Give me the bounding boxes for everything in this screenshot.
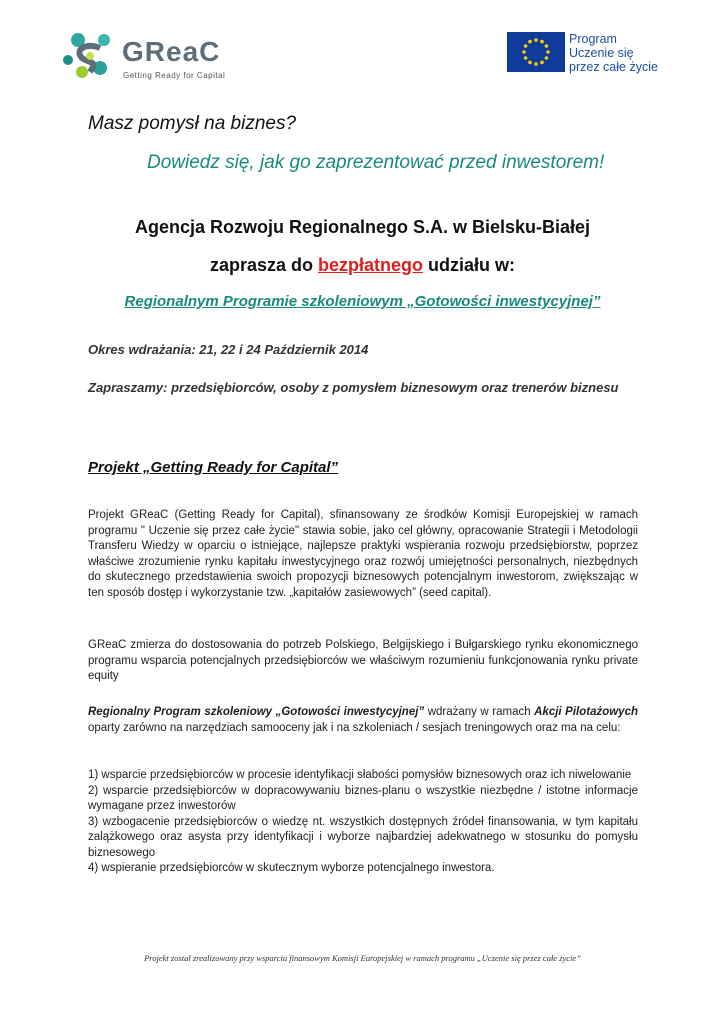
program-name-bold: Regionalny Program szkoleniowy „Gotowości inwestycyjnej” bbox=[88, 706, 425, 718]
eu-star-icon bbox=[534, 38, 538, 42]
project-goal: GReaC zmierza do dostosowania do potrzeb Polskiego, Belgijskiego i Bułgarskiego rynku ekonomicznego programu wsparcia potencjalnych przedsiębiorców we właściwym rozumieniu funkcjonowania rynku private equity bbox=[88, 639, 638, 682]
headline-subtitle: Dowiedz się, jak go zaprezentować przed inwestorem! bbox=[147, 152, 605, 173]
eu-star-icon bbox=[546, 50, 550, 54]
invite-before: zaprasza do bbox=[209, 255, 319, 275]
program-title: Regionalnym Programie szkoleniowym „Gotowości inwestycyjnej” bbox=[124, 293, 601, 310]
headline-question: Masz pomysł na biznes? bbox=[88, 113, 297, 134]
section-title: Projekt „Getting Ready for Capital” bbox=[88, 459, 339, 476]
agency-name: Agencja Rozwoju Regionalnego S.A. w Bielsku-Białej bbox=[134, 217, 591, 237]
invite-after: udziału w: bbox=[423, 255, 516, 275]
invitation-line bbox=[0, 255, 725, 276]
eu-star-icon bbox=[540, 40, 544, 44]
implementation-dates: Okres wdrażania: 21, 22 i 24 Październik 2014 bbox=[88, 342, 369, 357]
target-audience: Zapraszamy: przedsiębiorców, osoby z pomysłem biznesowym oraz trenerów biznesu bbox=[88, 380, 619, 395]
eu-program-text bbox=[569, 32, 658, 74]
list-item: 4) wspieranie przedsiębiorców w skutecznym wyborze potencjalnego inwestora. bbox=[88, 862, 495, 874]
greac-logo bbox=[60, 26, 230, 88]
project-description: Projekt GReaC (Getting Ready for Capital), sfinansowany ze środków Komisji Europejskiej w ramach programu " Uczenie się przez całe życie" stawia sobie, jako cel główny, opracowanie Strategii i Metodologii Transferu Wiedzy w oparciu o istniejące, najlepsze praktyki wspierania rozwoju przedsiębiorstw, poprzez właściwe zrozumienie rynku kapitału inwestycyjnego oraz rozwój umiejętności personalnych, niezbędnych do skutecznego przedstawienia swoich propozycji biznesowych potencjalnym inwestorom, zwiększając w ten sposób dostęp i wykorzystanie tzw. „kapitałów zasiewowych” (seed capital). bbox=[88, 509, 638, 599]
eu-star-icon bbox=[545, 44, 549, 48]
eu-star-icon bbox=[522, 50, 526, 54]
eu-star-icon bbox=[524, 44, 528, 48]
greac-emblem-icon bbox=[60, 26, 120, 86]
eu-star-icon bbox=[540, 61, 544, 65]
eu-star-icon bbox=[528, 61, 532, 65]
eu-star-icon bbox=[545, 56, 549, 60]
list-item: 1) wsparcie przedsiębiorców w procesie identyfikacji słabości pomysłów biznesowych oraz ich niwelowanie bbox=[88, 769, 632, 781]
greac-logo-name: GReaC bbox=[122, 36, 221, 67]
eu-program-logo bbox=[507, 32, 707, 76]
program-desc-end: oparty zarówno na narzędziach samooceny jak i na szkoleniach / sesjach treningowych oraz ma na celu: bbox=[88, 721, 621, 734]
eu-star-icon bbox=[528, 40, 532, 44]
list-item: 2) wsparcie przedsiębiorców w dopracowywaniu biznes-planu o wszystkie niezbędne / istotne informacje wymagane przez inwestorów bbox=[88, 784, 638, 812]
footer-note: Projekt został zrealizowany przy wsparciu finansowym Komisji Europejskiej w ramach programu „Uczenie się przez całe życie” bbox=[144, 953, 581, 963]
goals-list bbox=[88, 768, 638, 877]
free-highlight: bezpłatnego bbox=[318, 255, 424, 275]
eu-star-icon bbox=[534, 62, 538, 66]
list-item: 3) wzbogacenie przedsiębiorców o wiedzę nt. wszystkich dostępnych źródeł finansowania, w tym kapitału zalążkowego oraz asysta przy identyfikacji i wyborze najbardziej adekwatnego w stosunku do pomysłu biznesowego bbox=[88, 815, 638, 859]
pilot-actions-bold: Akcji Pilotażowych bbox=[534, 706, 638, 718]
program-desc-mid: wdrażany w ramach bbox=[424, 706, 535, 718]
program-description bbox=[88, 705, 638, 736]
eu-program-line-3: przez całe życie bbox=[569, 60, 658, 74]
eu-program-line-2: Uczenie się bbox=[569, 46, 634, 60]
eu-star-icon bbox=[524, 56, 528, 60]
eu-flag-icon bbox=[507, 32, 565, 72]
eu-program-line-1: Program bbox=[569, 32, 617, 46]
greac-logo-tagline: Getting Ready for Capital bbox=[123, 71, 226, 80]
